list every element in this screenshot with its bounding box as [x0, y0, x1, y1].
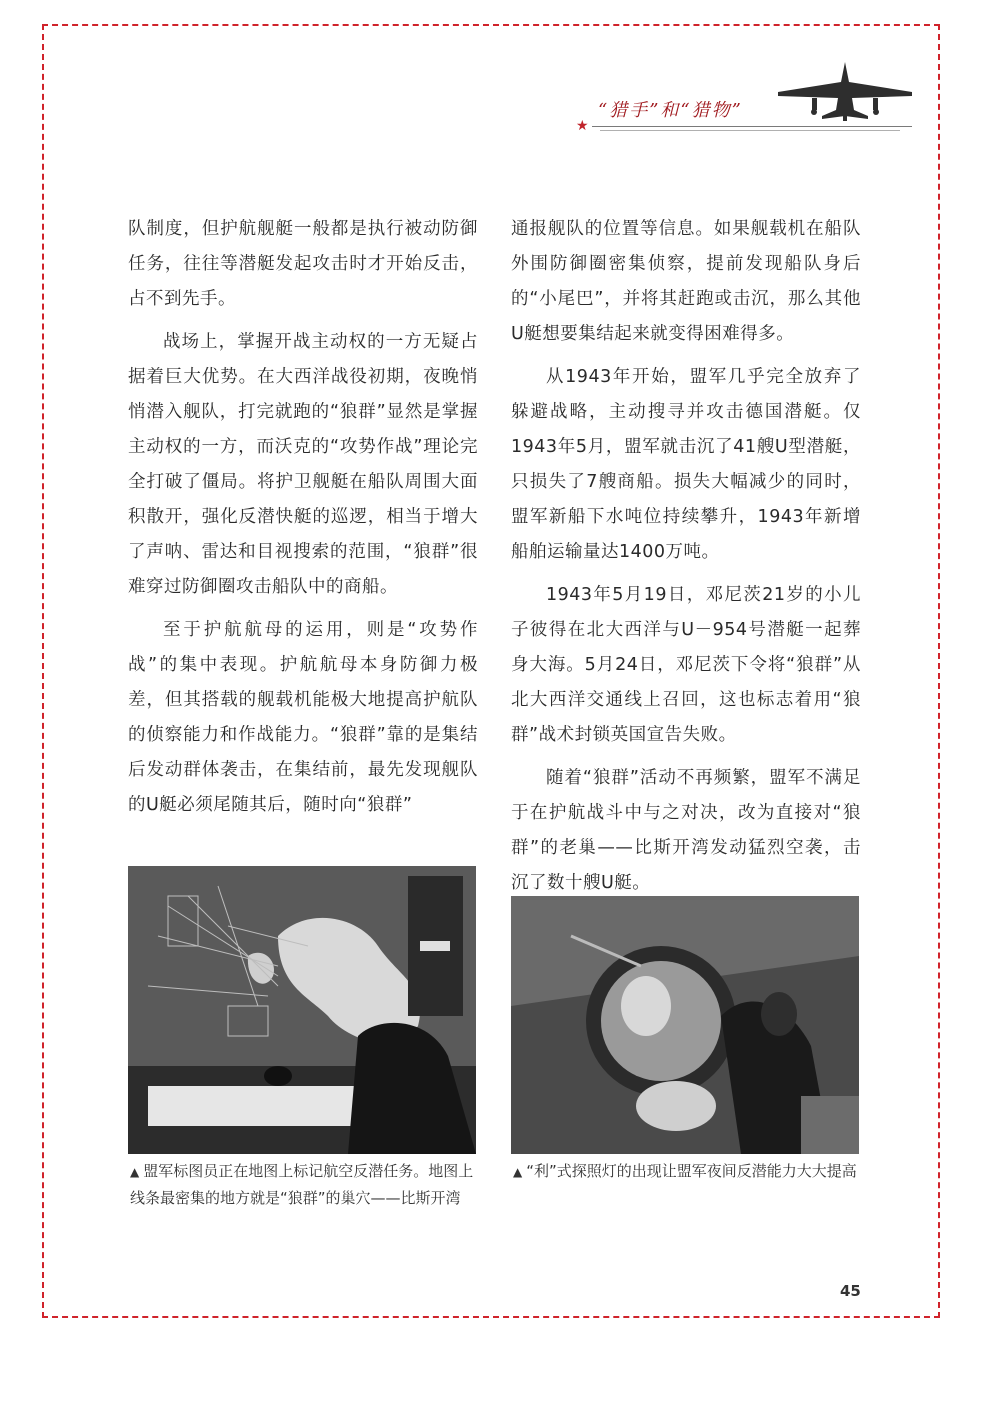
- photo-caption: [130, 1158, 476, 1211]
- paragraph: 通报舰队的位置等信息。如果舰载机在船队外围防御圈密集侦察，提前发现船队身后的“小尾巴”，并将其赶跑或击沉，那么其他U艇想要集结起来就变得困难得多。: [511, 219, 861, 344]
- triangle-marker-icon: ▲: [130, 1165, 140, 1179]
- paragraph: 战场上，掌握开战主动权的一方无疑占据着巨大优势。在大西洋战役初期，夜晚悄悄潜入舰队，打完就跑的“狼群”显然是掌握主动权的一方，而沃克的“攻势作战”理论完全打破了僵局。将护卫舰艇在船队周围大面积散开，强化反潜快艇的巡逻，相当于增大了声呐、雷达和目视搜索的范围，“狼群”很难穿过防御圈攻击船队中的商船。: [128, 332, 478, 597]
- map-room-photo: [128, 866, 476, 1154]
- caption-text: “利”式探照灯的出现让盟军夜间反潜能力大大提高: [526, 1162, 857, 1180]
- paragraph: 1943年5月19日，邓尼茨21岁的小儿子彼得在北大西洋与U－954号潜艇一起葬身大海。5月24日，邓尼茨下令将“狼群”从北大西洋交通线上召回，这也标志着用“狼群”战术封锁英国宣告失败。: [511, 585, 861, 745]
- header-rule-secondary: [600, 130, 900, 131]
- section-title: “猎手”和“猎物”: [598, 100, 743, 121]
- caption-text: 盟军标图员正在地图上标记航空反潜任务。地图上线条最密集的地方就是“狼群”的巢穴——比斯开湾: [130, 1162, 474, 1207]
- paragraph: 至于护航航母的运用，则是“攻势作战”的集中表现。护航航母本身防御力极差，但其搭载的舰载机能极大地提高护航队的侦察能力和作战能力。“狼群”靠的是集结后发动群体袭击，在集结前，最先发现舰队的U艇必须尾随其后，随时向“狼群”: [128, 620, 478, 815]
- searchlight-photo: [511, 896, 859, 1154]
- paragraph: 随着“狼群”活动不再频繁，盟军不满足于在护航战斗中与之对决，改为直接对“狼群”的老巢——比斯开湾发动猛烈空袭，击沉了数十艘U艇。: [511, 768, 861, 893]
- photo-caption: [513, 1158, 859, 1185]
- header-rule: [592, 126, 912, 127]
- paragraph: 队制度，但护航舰艇一般都是执行被动防御任务，往往等潜艇发起攻击时才开始反击，占不到先手。: [128, 219, 478, 309]
- fighter-jet-icon: [772, 58, 918, 122]
- paragraph: 从1943年开始，盟军几乎完全放弃了躲避战略，主动搜寻并攻击德国潜艇。仅1943年5月，盟军就击沉了41艘U型潜艇，只损失了7艘商船。损失大幅减少的同时，盟军新船下水吨位持续攀升，1943年新增船舶运输量达1400万吨。: [511, 367, 861, 562]
- right-column: [511, 212, 861, 909]
- left-column: [128, 212, 478, 831]
- triangle-marker-icon: ▲: [513, 1165, 523, 1179]
- page-number: 45: [840, 1282, 861, 1300]
- star-icon: ★: [576, 118, 589, 134]
